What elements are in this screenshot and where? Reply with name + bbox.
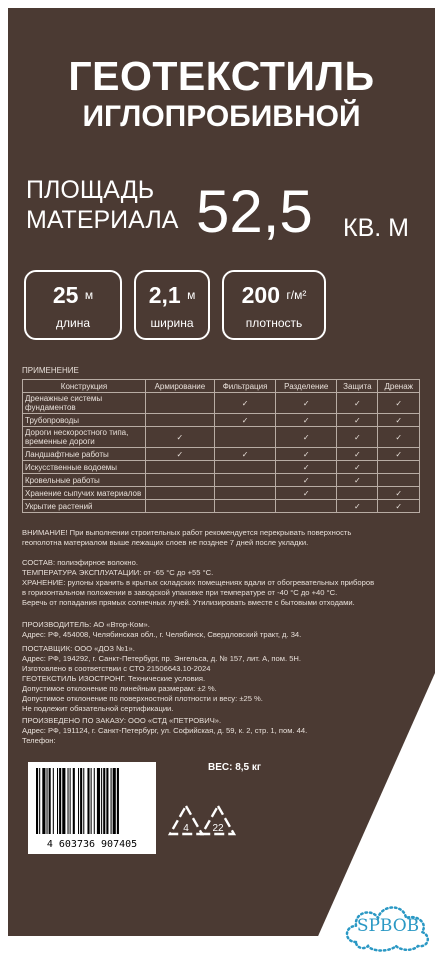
barcode-bar [53,768,54,834]
check-cell [146,474,215,487]
check-icon: ✓ [395,449,403,459]
check-cell [276,448,337,461]
barcode-bar [78,768,79,834]
spec-density-unit: г/м² [286,288,307,302]
product-label [8,8,435,936]
check-cell [337,448,378,461]
barcode-bar [57,768,58,834]
check-cell [337,487,378,500]
check-icon: ✓ [353,501,361,511]
watermark [342,898,434,954]
barcode-bar [68,768,69,834]
check-cell [146,393,215,414]
spec-length-caption: длина [55,316,90,330]
check-cell [337,414,378,427]
table-row [23,461,420,474]
table-row [23,427,420,448]
barcode-bar [83,768,84,834]
warning-line: ВНИМАНИЕ! При выполнении строительных работ рекомендуется перекрывать поверхность [22,528,352,537]
check-cell [214,414,276,427]
check-icon: ✓ [302,462,310,472]
check-icon: ✓ [353,449,361,459]
check-icon: ✓ [302,475,310,485]
check-cell [214,448,276,461]
table-header-row [23,380,420,393]
standard-text: Изготовлено в соответствии с СТО 21506643.10-2024 [22,664,211,673]
check-cell [378,461,420,474]
spec-density-value: 200 [241,282,280,308]
spec-width-unit: м [187,288,196,302]
check-cell [378,414,420,427]
barcode-bar [97,768,100,834]
recycle-icon [198,802,238,842]
check-cell [276,487,337,500]
barcode-bar [47,768,48,834]
temperature-text: ТЕМПЕРАТУРА ЭКСПЛУАТАЦИИ: от -65 °С до +55 °С. [22,568,214,577]
barcode-bar [113,768,116,834]
check-cell [337,393,378,414]
check-cell [276,414,337,427]
check-cell [276,474,337,487]
notes-info [22,558,420,608]
check-icon: ✓ [353,462,361,472]
barcode-bar [91,768,92,834]
area-unit: КВ. М [343,214,409,242]
barcode-bar [36,768,38,834]
check-cell [337,500,378,513]
supplier-address: Адрес: РФ, 194292, г. Санкт-Петербург, пр. Энгельса, д. № 157, лит. А, пом. 5Н. [22,654,302,663]
check-cell [378,500,420,513]
spec-length-value: 25 [52,282,79,308]
check-cell [276,393,337,414]
check-cell [276,500,337,513]
check-cell [214,487,276,500]
construction-name: Дренажные системы фундаментов [23,393,146,414]
check-icon: ✓ [302,488,310,498]
check-icon: ✓ [302,432,310,442]
check-icon: ✓ [353,475,361,485]
barcode-bar [87,768,89,834]
storage-line: Беречь от попадания прямых солнечных лучей. Утилизировать вместе с бытовыми отходами. [22,598,355,607]
barcode-bar [101,768,102,834]
check-icon: ✓ [241,398,249,408]
area-label-line2: МАТЕРИАЛА [26,206,179,234]
storage-line: в горизонтальном положении в заводской упаковке при температуре от -40 °С до +40 °С. [22,588,338,597]
check-cell [146,427,215,448]
product-subtitle: ИГЛОПРОБИВНОЙ [82,100,361,133]
check-icon: ✓ [302,398,310,408]
barcode-bar [103,768,105,834]
check-cell [146,487,215,500]
check-cell [378,474,420,487]
barcode-bar [94,768,95,834]
check-icon: ✓ [302,449,310,459]
construction-name: Кровельные работы [23,474,146,487]
check-cell [378,448,420,461]
notes-supplier [22,644,420,714]
table-row [23,393,420,414]
check-cell [337,474,378,487]
spec-width-caption: ширина [150,316,194,330]
spec-length-unit: м [84,288,94,302]
check-icon: ✓ [395,415,403,425]
construction-name: Укрытие растений [23,500,146,513]
check-icon: ✓ [395,488,403,498]
check-cell [378,393,420,414]
recycle-code: 22 [212,823,224,834]
composition-text: СОСТАВ: полиэфирное волокно. [22,558,138,567]
column-header: Армирование [146,380,215,393]
table-row [23,500,420,513]
check-icon: ✓ [353,398,361,408]
recycle-code: 4 [183,823,189,834]
spec-width [134,270,210,340]
ordered-by-text: ПРОИЗВЕДЕНО ПО ЗАКАЗУ: ООО «СТД «ПЕТРОВИЧ». [22,716,222,725]
barcode-bar [49,768,51,834]
application-heading: ПРИМЕНЕНИЕ [22,366,79,375]
barcode-bars [34,768,150,836]
barcode-bar [117,768,119,834]
check-icon: ✓ [353,415,361,425]
column-header: Защита [337,380,378,393]
phone-text: Телефон: [22,736,56,745]
table-row [23,474,420,487]
notes-ordered [22,716,420,746]
barcode-bar [62,768,65,834]
ordered-address: Адрес: РФ, 191124, г. Санкт-Петербург, ул. Софийская, д. 59, к. 2, стр. 1, пом. 44. [22,726,308,735]
barcode-number: 4 603736 907405 [46,839,138,850]
barcode-bar [59,768,61,834]
table-row [23,414,420,427]
check-cell [146,461,215,474]
check-icon: ✓ [395,398,403,408]
check-cell [378,487,420,500]
check-icon: ✓ [395,501,403,511]
check-icon: ✓ [353,432,361,442]
column-header: Конструкция [23,380,146,393]
tolerance-text: Допустимое отклонение по поверхностной плотности и весу: ±25 %. [22,694,263,703]
check-icon: ✓ [395,432,403,442]
check-cell [214,500,276,513]
spec-width-value: 2,1 [148,282,181,308]
area-value: 52,5 [196,178,313,245]
check-cell [214,474,276,487]
check-cell [146,448,215,461]
check-icon: ✓ [176,449,184,459]
barcode-bar [111,768,112,834]
spec-name-text: ГЕОТЕКСТИЛЬ ИЗОСТРОНГ. Технические условия. [22,674,206,683]
barcode [28,762,156,854]
tolerance-text: Допустимое отклонение по линейным размерам: ±2 %. [22,684,217,693]
check-icon: ✓ [302,415,310,425]
barcode-bar [80,768,82,834]
check-cell [276,461,337,474]
check-cell [214,393,276,414]
construction-name: Искусственные водоемы [23,461,146,474]
check-cell [276,427,337,448]
construction-name: Дороги нескоростного типа, временные дороги [23,427,146,448]
area-label-line1: ПЛОЩАДЬ [26,176,155,204]
spec-density [222,270,326,340]
application-table [22,379,420,513]
barcode-bar [42,768,45,834]
certification-text: Не подлежит обязательной сертификации. [22,704,174,713]
manufacturer-text: ПРОИЗВОДИТЕЛЬ: АО «Втор-Ком». [22,620,150,629]
product-title: ГЕОТЕКСТИЛЬ [68,53,375,99]
check-cell [378,427,420,448]
check-cell [337,427,378,448]
barcode-bar [70,768,71,834]
watermark-text: SPBOB [356,916,420,936]
check-cell [214,427,276,448]
spec-length [24,270,122,340]
notes-warning [22,528,420,548]
table-row [23,448,420,461]
column-header: Дренаж [378,380,420,393]
check-icon: ✓ [241,449,249,459]
table-row [23,487,420,500]
check-cell [214,461,276,474]
weight-text: ВЕС: 8,5 кг [208,762,262,773]
construction-name: Трубопроводы [23,414,146,427]
spec-density-caption: плотность [245,316,303,330]
barcode-bar [39,768,40,834]
check-cell [337,461,378,474]
check-icon: ✓ [176,432,184,442]
notes-manufacturer [22,620,420,640]
construction-name: Ландшафтные работы [23,448,146,461]
column-header: Фильтрация [214,380,276,393]
check-cell [146,414,215,427]
warning-line: геополотна материалом выше лежащих слоев не позднее 7 дней после укладки. [22,538,309,547]
storage-line: ХРАНЕНИЕ: рулоны хранить в крытых складских помещениях вдали от обогревательных приборов [22,578,375,587]
construction-name: Хранение сыпучих материалов [23,487,146,500]
column-header: Разделение [276,380,337,393]
check-icon: ✓ [241,415,249,425]
check-cell [146,500,215,513]
supplier-text: ПОСТАВЩИК: ООО «ДОЗ №1». [22,644,135,653]
manufacturer-address: Адрес: РФ, 454008, Челябинская обл., г. Челябинск, Свердловский тракт, д. 34. [22,630,302,639]
barcode-bar [73,768,75,834]
barcode-bar [106,768,108,834]
